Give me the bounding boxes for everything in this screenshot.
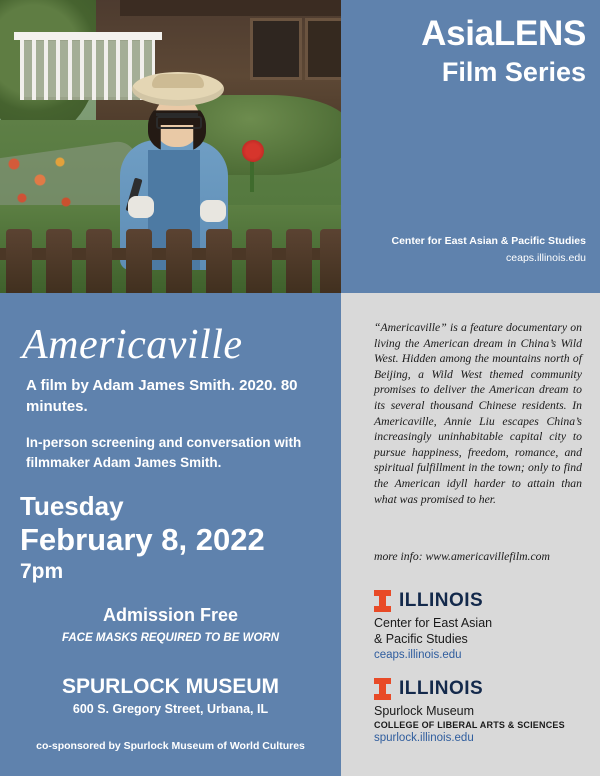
unit-name-line2: & Pacific Studies <box>374 632 468 646</box>
more-info-link[interactable]: more info: www.americavillefilm.com <box>374 550 550 563</box>
illinois-wordmark: ILLINOIS <box>399 590 484 611</box>
photo-person-glasses <box>156 113 198 126</box>
series-header <box>341 0 600 293</box>
photo-house-roof <box>120 0 341 16</box>
series-title-line2: Film Series <box>441 57 586 87</box>
film-synopsis: “Americaville” is a feature documentary on living the American dream in China’s Wild West. Hidden among the mountains north of Beijing, a Wild West themed community promises to deliver the American dream to its several thousand Chinese residents. In Americaville, Annie Liu escapes China’s increasingly uninhabitable capital city to pursue happiness, freedom, romance, and spiritual fulfillment in the town; only to find the American idyll harder to attain than what was promised to her. <box>374 321 582 506</box>
center-name: Center for East Asian & Pacific Studies <box>391 235 586 247</box>
film-credits: A film by Adam James Smith. 2020. 80 minutes. <box>26 377 298 415</box>
center-url[interactable]: ceaps.illinois.edu <box>506 252 586 264</box>
venue-address: 600 S. Gregory Street, Urbana, IL <box>72 702 269 716</box>
unit-name-line1: Center for East Asian <box>374 616 493 630</box>
logo-block-ceaps <box>374 590 594 661</box>
logo-block-spurlock <box>374 678 594 744</box>
screening-description: In-person screening and conversation with filmmaker Adam James Smith. <box>26 435 302 470</box>
synopsis-panel <box>341 293 600 776</box>
logo-row <box>374 590 594 612</box>
photo-rose-stem <box>250 158 254 192</box>
mask-notice: FACE MASKS REQUIRED TO BE WORN <box>61 632 280 644</box>
event-weekday: Tuesday <box>20 491 124 521</box>
unit-url[interactable]: ceaps.illinois.edu <box>374 649 462 661</box>
admission-label: Admission Free <box>102 605 239 625</box>
unit-url[interactable]: spurlock.illinois.edu <box>374 732 474 744</box>
series-title-line1: AsiaLENS <box>421 14 586 53</box>
illinois-wordmark: ILLINOIS <box>399 678 484 699</box>
photo-window-left <box>250 18 302 80</box>
film-still-photo <box>0 0 341 293</box>
photo-glove-left <box>128 196 154 218</box>
photo-rose <box>242 140 264 162</box>
film-title: Americaville <box>22 322 243 368</box>
series-title <box>421 14 586 88</box>
photo-fence <box>0 218 341 293</box>
block-i-icon <box>374 678 391 700</box>
logo-row <box>374 678 594 700</box>
unit-college-name: COLLEGE OF LIBERAL ARTS & SCIENCES <box>374 720 565 730</box>
poster-header-row <box>0 0 600 293</box>
event-date: February 8, 2022 <box>20 522 265 557</box>
cosponsor-note: co-sponsored by Spurlock Museum of World Cultures <box>36 740 305 752</box>
venue-name: SPURLOCK MUSEUM <box>61 675 279 698</box>
event-details-panel <box>0 293 341 776</box>
event-date-block <box>20 491 330 585</box>
photo-person-hat-band <box>152 74 204 88</box>
block-i-icon <box>374 590 391 612</box>
event-time: 7pm <box>20 560 64 583</box>
photo-window-right <box>305 18 341 80</box>
photo-balcony-cap <box>14 32 162 40</box>
photo-flowers <box>0 150 80 220</box>
unit-name-line1: Spurlock Museum <box>374 704 475 718</box>
center-info <box>391 233 586 267</box>
